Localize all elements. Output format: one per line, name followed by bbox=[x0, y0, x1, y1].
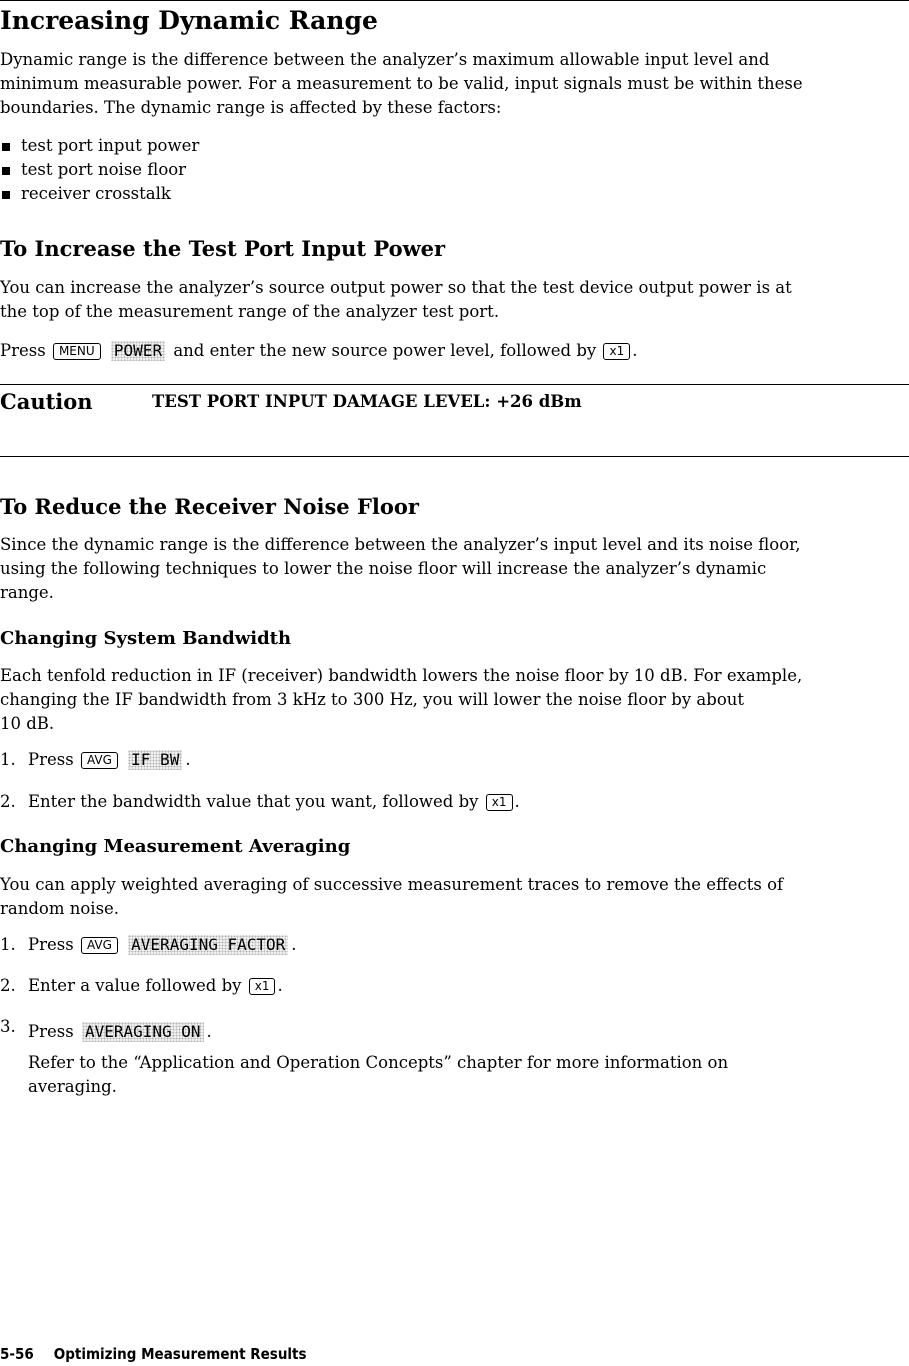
input-power-paragraph bbox=[0, 276, 909, 324]
averaging-note bbox=[28, 1051, 888, 1099]
paragraph-line: range. bbox=[0, 583, 54, 602]
paragraph-line: You can apply weighted averaging of successive measurement traces to remove the effects of bbox=[0, 875, 784, 894]
noise-floor-paragraph bbox=[0, 533, 909, 605]
step-number: 2. bbox=[0, 792, 16, 811]
list-item-text: test port noise floor bbox=[21, 160, 187, 179]
caution-text: TEST PORT INPUT DAMAGE LEVEL: +26 dBm bbox=[152, 392, 582, 411]
section-heading-noise-floor: To Reduce the Receiver Noise Floor bbox=[0, 494, 419, 519]
step-text: Enter the bandwidth value that you want, followed by bbox=[28, 792, 479, 811]
press-word: Press bbox=[28, 750, 74, 769]
factor-list bbox=[0, 134, 199, 206]
page-number: 5-56 bbox=[0, 1345, 34, 1363]
if-bw-softkey[interactable]: IF BW bbox=[128, 750, 182, 770]
paragraph-line: random noise. bbox=[0, 899, 120, 918]
step-number: 1. bbox=[0, 750, 16, 769]
caution-top-rule bbox=[0, 384, 909, 385]
press-word: Press bbox=[28, 935, 74, 954]
section-heading-input-power: To Increase the Test Port Input Power bbox=[0, 236, 446, 261]
period: . bbox=[185, 750, 191, 769]
power-softkey[interactable]: POWER bbox=[111, 341, 165, 361]
press-word: Press bbox=[28, 1022, 74, 1041]
x1-hardkey[interactable]: x1 bbox=[249, 978, 276, 995]
x1-hardkey[interactable]: x1 bbox=[486, 794, 513, 811]
step-text: Enter a value followed by bbox=[28, 976, 242, 995]
x1-hardkey[interactable]: x1 bbox=[603, 343, 630, 360]
averaging-paragraph bbox=[0, 873, 909, 921]
intro-line: boundaries. The dynamic range is affected by these factors: bbox=[0, 98, 502, 117]
step-number: 1. bbox=[0, 935, 16, 954]
paragraph-line: averaging. bbox=[28, 1077, 117, 1096]
averaging-factor-softkey[interactable]: AVERAGING FACTOR bbox=[128, 935, 288, 955]
intro-line: minimum measurable power. For a measurement to be valid, input signals must be within these bbox=[0, 74, 803, 93]
bandwidth-step-1 bbox=[0, 748, 191, 772]
list-item bbox=[0, 182, 199, 206]
averaging-step-3 bbox=[0, 1015, 212, 1044]
square-bullet-icon bbox=[2, 143, 10, 151]
paragraph-line: You can increase the analyzer’s source output power so that the test device output power is at bbox=[0, 278, 792, 297]
intro-line: Dynamic range is the difference between the analyzer’s maximum allowable input level and bbox=[0, 50, 770, 69]
list-item bbox=[0, 134, 199, 158]
paragraph-line: changing the IF bandwidth from 3 kHz to 300 Hz, you will lower the noise floor by about bbox=[0, 690, 745, 709]
averaging-step-2 bbox=[0, 974, 283, 998]
period: . bbox=[632, 341, 638, 360]
list-item bbox=[0, 158, 199, 182]
period: . bbox=[277, 976, 283, 995]
press-word: Press bbox=[0, 341, 46, 360]
footer-section-title: Optimizing Measurement Results bbox=[53, 1345, 307, 1363]
period: . bbox=[291, 935, 297, 954]
square-bullet-icon bbox=[2, 167, 10, 175]
period: . bbox=[514, 792, 520, 811]
page-footer bbox=[0, 1345, 307, 1363]
paragraph-line: using the following techniques to lower the noise floor will increase the analyzer’s dynamic bbox=[0, 559, 767, 578]
paragraph-line: 10 dB. bbox=[0, 714, 55, 733]
averaging-on-softkey[interactable]: AVERAGING ON bbox=[82, 1022, 204, 1042]
power-instruction bbox=[0, 339, 637, 363]
square-bullet-icon bbox=[2, 191, 10, 199]
avg-hardkey[interactable]: AVG bbox=[81, 752, 118, 769]
top-rule bbox=[0, 0, 909, 1]
list-item-text: receiver crosstalk bbox=[21, 184, 171, 203]
bandwidth-paragraph bbox=[0, 664, 909, 736]
step-number: 3. bbox=[0, 1017, 16, 1036]
bandwidth-step-2 bbox=[0, 790, 520, 814]
menu-hardkey[interactable]: MENU bbox=[53, 343, 101, 360]
averaging-step-1 bbox=[0, 933, 297, 957]
paragraph-line: the top of the measurement range of the analyzer test port. bbox=[0, 302, 500, 321]
paragraph-line: Refer to the “Application and Operation Concepts” chapter for more information on bbox=[28, 1053, 729, 1072]
instruction-text: and enter the new source power level, followed by bbox=[173, 341, 597, 360]
intro-paragraph bbox=[0, 48, 909, 120]
subheading-bandwidth: Changing System Bandwidth bbox=[0, 628, 292, 649]
step-number: 2. bbox=[0, 976, 16, 995]
subheading-averaging: Changing Measurement Averaging bbox=[0, 836, 351, 857]
period: . bbox=[206, 1022, 212, 1041]
caution-bottom-rule bbox=[0, 456, 909, 457]
page-title: Increasing Dynamic Range bbox=[0, 6, 378, 35]
paragraph-line: Since the dynamic range is the difference between the analyzer’s input level and its noise floor, bbox=[0, 535, 801, 554]
paragraph-line: Each tenfold reduction in IF (receiver) bandwidth lowers the noise floor by 10 dB. For example, bbox=[0, 666, 803, 685]
avg-hardkey[interactable]: AVG bbox=[81, 937, 118, 954]
caution-label: Caution bbox=[0, 389, 93, 414]
list-item-text: test port input power bbox=[21, 136, 200, 155]
